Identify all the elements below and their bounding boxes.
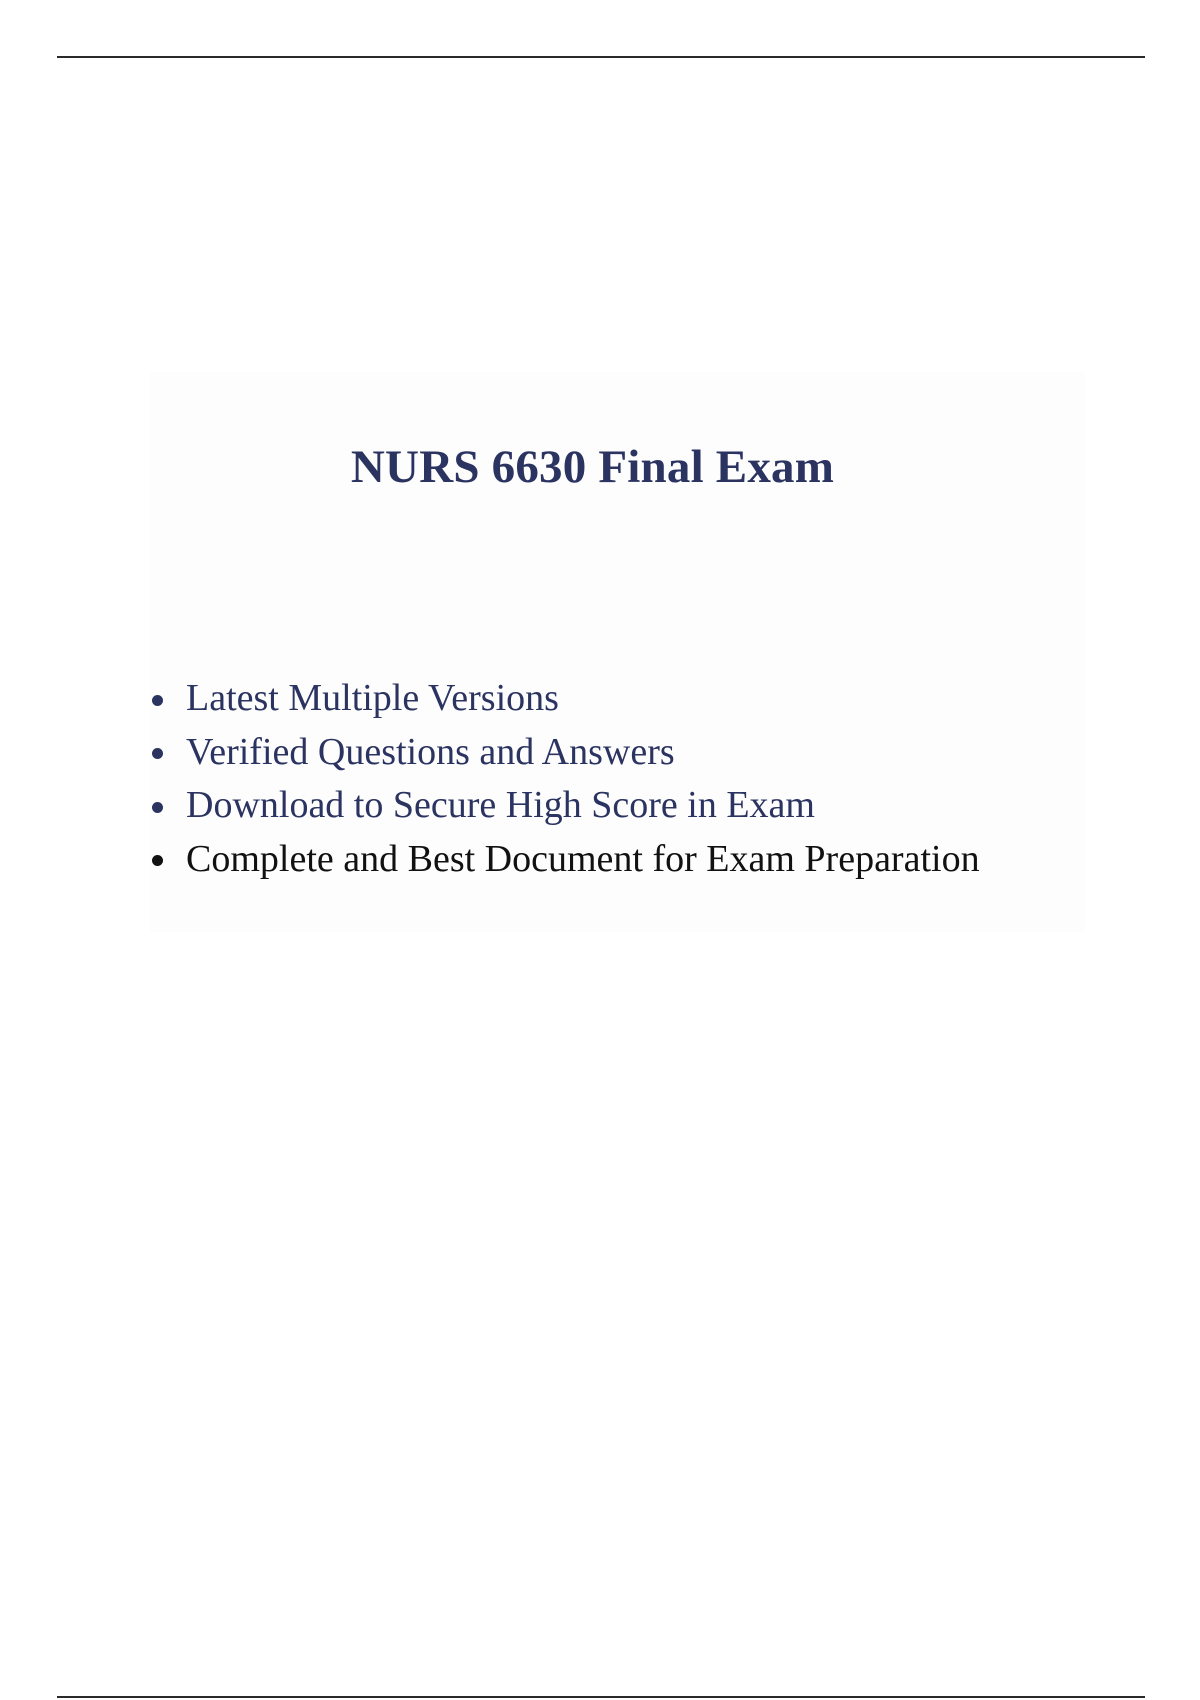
- list-item-text: Verified Questions and Answers: [186, 730, 675, 773]
- bottom-rule: [57, 1696, 1145, 1698]
- bullet-icon: [152, 748, 163, 759]
- list-item-text: Download to Secure High Score in Exam: [186, 784, 815, 826]
- document-title: NURS 6630 Final Exam: [350, 441, 835, 493]
- list-item: [148, 672, 980, 726]
- bullet-icon: [152, 695, 163, 706]
- list-item: [148, 779, 980, 833]
- list-item-text: Complete and Best Document for Exam Preparation: [186, 837, 980, 880]
- list-item: [148, 726, 980, 780]
- feature-list: [148, 672, 980, 886]
- top-rule: [57, 56, 1145, 58]
- bullet-icon: [152, 802, 163, 813]
- list-item: [148, 833, 980, 887]
- bullet-icon: [152, 855, 163, 866]
- list-item-text: Latest Multiple Versions: [186, 677, 559, 719]
